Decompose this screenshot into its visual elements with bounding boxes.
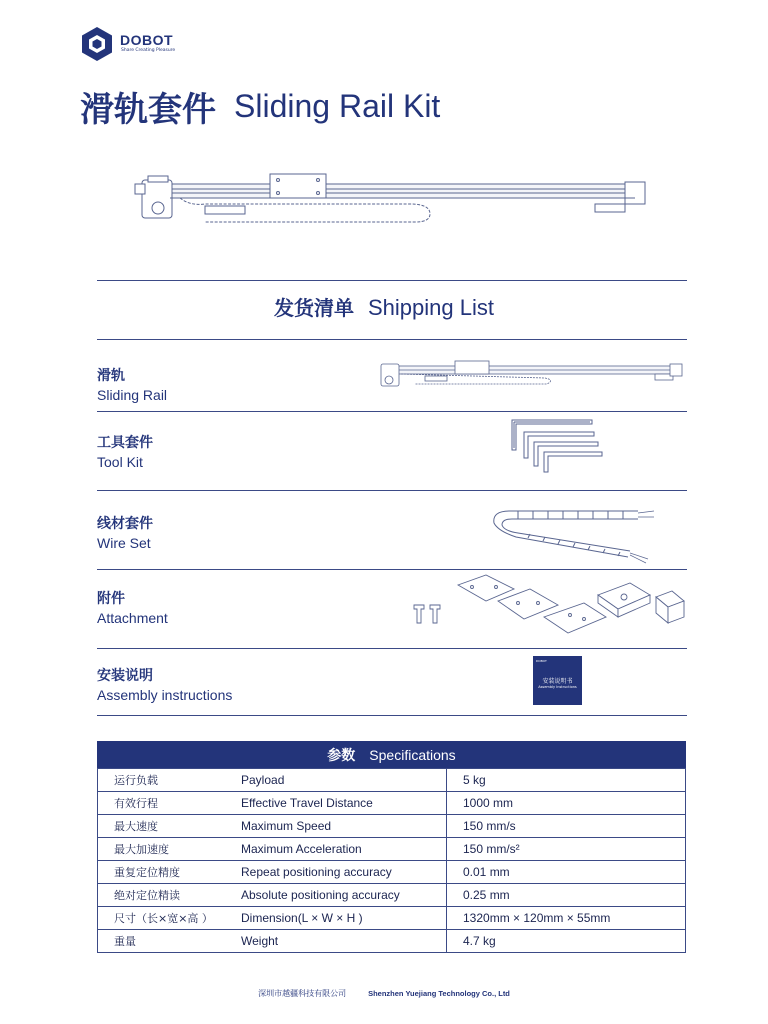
spec-label-cn: 最大速度 <box>98 815 242 838</box>
shipping-item-tool-kit <box>97 432 153 470</box>
spec-label-en: Maximum Speed <box>241 815 447 838</box>
page-title <box>80 82 440 131</box>
spec-title-en: Specifications <box>369 747 456 763</box>
spec-label-cn: 有效行程 <box>98 792 242 815</box>
shipping-title-en: Shipping List <box>368 295 494 320</box>
spec-label-cn: 重复定位精度 <box>98 861 242 884</box>
spec-row <box>98 838 686 861</box>
item-name-en: Attachment <box>97 610 168 626</box>
divider <box>97 411 687 412</box>
spec-title-cn: 参数 <box>327 748 356 764</box>
spec-label-cn: 绝对定位精读 <box>98 884 242 907</box>
item-name-en: Wire Set <box>97 535 151 551</box>
spec-row <box>98 930 686 953</box>
spec-row <box>98 884 686 907</box>
divider <box>97 569 687 570</box>
shipping-item-assembly-instructions <box>97 665 232 703</box>
specifications-header <box>97 741 686 768</box>
item-name-cn: 线材套件 <box>97 516 153 532</box>
spec-label-en: Effective Travel Distance <box>241 792 447 815</box>
spec-label-en: Dimension(L × W × H ) <box>241 907 447 930</box>
spec-label-cn: 重量 <box>98 930 242 953</box>
title-cn: 滑轨套件 <box>80 90 216 130</box>
divider <box>97 490 687 491</box>
divider <box>97 715 687 716</box>
shipping-item-attachment <box>97 588 168 626</box>
brand-slogan: Share Creating Pleasure <box>121 48 176 53</box>
shipping-list-title <box>0 292 768 321</box>
spec-label-en: Repeat positioning accuracy <box>241 861 447 884</box>
spec-value: 5 kg <box>447 769 686 792</box>
dobot-hexagon-icon <box>80 26 114 62</box>
divider <box>97 280 687 281</box>
item-name-cn: 附件 <box>97 591 125 607</box>
company-name-en: Shenzhen Yuejiang Technology Co., Ltd <box>368 989 510 998</box>
item-name-en: Tool Kit <box>97 454 143 470</box>
booklet-logo: DOBOT <box>536 659 547 663</box>
assembly-booklet-image <box>533 656 582 705</box>
booklet-title-cn: 安装说明书 <box>542 678 573 685</box>
sliding-rail-thumbnail <box>375 356 685 392</box>
spec-row <box>98 907 686 930</box>
spec-value: 1000 mm <box>447 792 686 815</box>
spec-label-en: Payload <box>241 769 447 792</box>
title-en: Sliding Rail Kit <box>234 88 441 124</box>
spec-label-cn: 尺寸（长×宽×高 ） <box>98 907 242 930</box>
specifications-table <box>97 768 686 953</box>
divider <box>97 339 687 340</box>
item-name-en: Assembly instructions <box>97 687 233 703</box>
spec-label-en: Absolute positioning accuracy <box>241 884 447 907</box>
spec-row <box>98 815 686 838</box>
booklet-title-en: Assembly Instructions <box>538 685 577 689</box>
shipping-item-wire-set <box>97 513 153 551</box>
spec-value: 150 mm/s² <box>447 838 686 861</box>
spec-value: 150 mm/s <box>447 815 686 838</box>
spec-value: 0.25 mm <box>447 884 686 907</box>
divider <box>97 648 687 649</box>
spec-label-en: Weight <box>241 930 447 953</box>
spec-value: 4.7 kg <box>447 930 686 953</box>
spec-value: 1320mm × 120mm × 55mm <box>447 907 686 930</box>
spec-row <box>98 792 686 815</box>
dobot-logo <box>80 26 180 62</box>
footer <box>0 988 768 999</box>
hex-key-set-icon <box>510 418 605 474</box>
attachment-parts-icon <box>410 573 690 645</box>
shipping-item-sliding-rail <box>97 365 167 403</box>
sliding-rail-illustration <box>130 168 660 228</box>
company-name-cn: 深圳市越疆科技有限公司 <box>258 989 347 998</box>
shipping-title-cn: 发货清单 <box>274 296 354 320</box>
spec-value: 0.01 mm <box>447 861 686 884</box>
item-name-cn: 安装说明 <box>97 668 153 684</box>
spec-row <box>98 769 686 792</box>
spec-label-cn: 最大加速度 <box>98 838 242 861</box>
item-name-en: Sliding Rail <box>97 387 168 403</box>
spec-row <box>98 861 686 884</box>
spec-label-en: Maximum Acceleration <box>241 838 447 861</box>
spec-label-cn: 运行负载 <box>98 769 242 792</box>
item-name-cn: 滑轨 <box>97 368 125 384</box>
cable-chain-icon <box>488 505 658 565</box>
brand-name: DOBOT <box>120 32 174 48</box>
item-name-cn: 工具套件 <box>97 435 153 451</box>
